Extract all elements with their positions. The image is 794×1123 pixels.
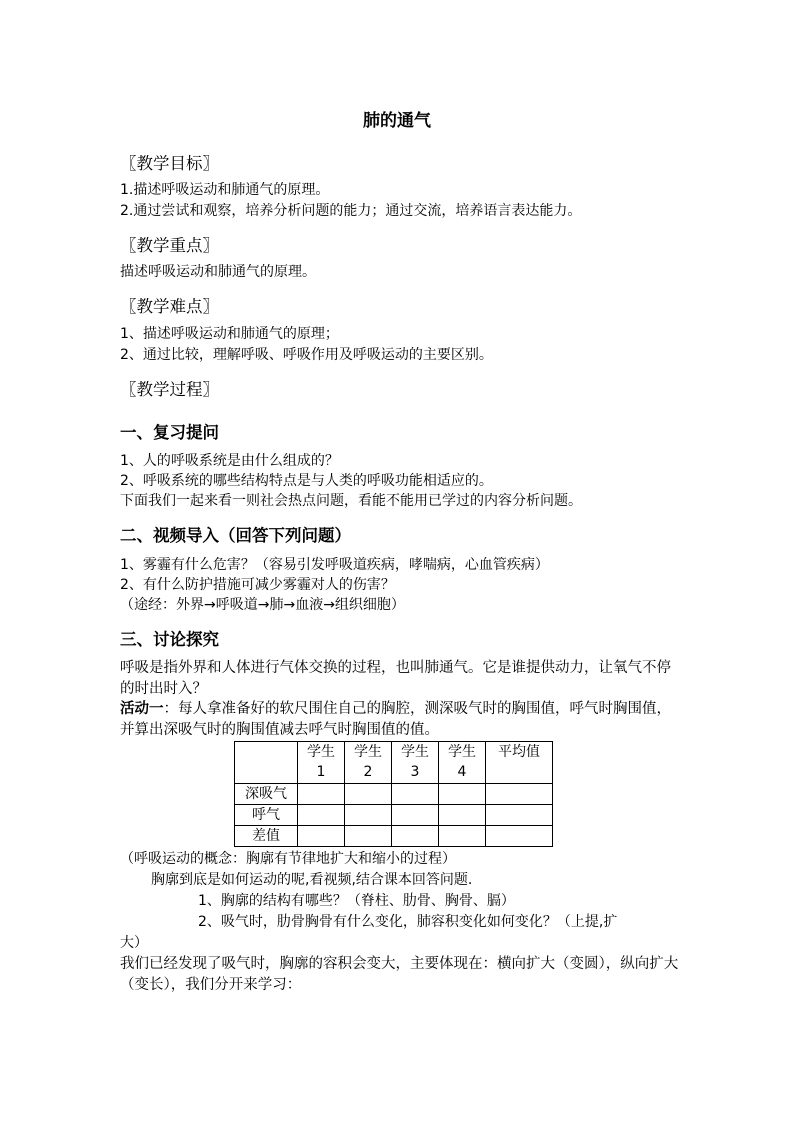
goals-heading: 〖教学目标〗: [120, 154, 219, 173]
table-cell: [392, 826, 439, 847]
conclusion-paragraph: 我们已经发现了吸气时，胸廓的容积会变大，主要体现在：横向扩大（变圆），纵向扩大（变长），我们分开来学习：: [120, 956, 679, 993]
table-row-label: 差值: [235, 826, 298, 847]
table-cell: [298, 784, 345, 805]
table-header-cell: [235, 742, 298, 784]
table-header-cell: 学生 3: [392, 742, 439, 784]
table-cell: [439, 826, 486, 847]
table-row-label: 深吸气: [235, 784, 298, 805]
activity-paragraph: [120, 699, 680, 741]
part2-heading: 二、视频导入（回答下列问题）: [120, 526, 351, 545]
table-cell: [345, 805, 392, 826]
process-heading: 〖教学过程〗: [120, 380, 219, 399]
part1-line-1: 1、人的呼吸系统是由什么组成的？: [120, 453, 339, 469]
table-cell: [345, 826, 392, 847]
table-header-cell: 学生 4: [439, 742, 486, 784]
table-row: [235, 805, 553, 826]
concept-line: （呼吸运动的概念：胸廓有节律地扩大和缩小的过程）: [120, 851, 456, 867]
table-header-cell: 学生 2: [345, 742, 392, 784]
question-2-part-a: 2、吸气时，肋骨胸骨有什么变化，肺容积变化如何变化？（上提,扩: [198, 914, 618, 930]
part2-line-3: （途经：外界→呼吸道→肺→血液→组织细胞）: [120, 597, 405, 613]
table-cell: [392, 805, 439, 826]
question-2-part-b: 大）: [120, 935, 148, 951]
difficulties-line-1: 1、描述呼吸运动和肺通气的原理；: [120, 326, 339, 342]
table-row-label: 呼气: [235, 805, 298, 826]
question-1: 1、胸廓的结构有哪些？（脊柱、肋骨、胸骨、膈）: [198, 893, 515, 909]
activity-text: ：每人拿准备好的软尺围住自己的胸腔，测深吸气时的胸围值，呼气时胸围值，并算出深吸气时的胸围值减去呼气时胸围值的值。: [120, 701, 671, 738]
part3-intro: 呼吸是指外界和人体进行气体交换的过程，也叫肺通气。它是谁提供动力，让氧气不停的时出时入？: [120, 660, 671, 697]
table-row: [235, 784, 553, 805]
table-cell: [439, 805, 486, 826]
part1-line-3: 下面我们一起来看一则社会热点问题，看能不能用已学过的内容分析问题。: [120, 493, 582, 509]
table-cell: [439, 784, 486, 805]
video-line: 胸廓到底是如何运动的呢,看视频,结合课本回答问题.: [151, 872, 473, 888]
table-header-cell: 平均值: [486, 742, 553, 784]
activity-label: 活动一: [120, 701, 164, 717]
part1-heading: 一、复习提问: [120, 423, 219, 442]
table-cell: [486, 826, 553, 847]
goals-line-1: 1.描述呼吸运动和肺通气的原理。: [120, 182, 330, 198]
key-points-heading: 〖教学重点〗: [120, 236, 219, 255]
table-header-cell: 学生 1: [298, 742, 345, 784]
difficulties-heading: 〖教学难点〗: [120, 297, 219, 316]
table-row: [235, 826, 553, 847]
key-points-line-1: 描述呼吸运动和肺通气的原理。: [120, 264, 316, 280]
part3-heading: 三、讨论探究: [120, 630, 219, 649]
table-cell: [392, 784, 439, 805]
part2-line-1: 1、雾霾有什么危害？（容易引发呼吸道疾病，哮喘病，心血管疾病）: [120, 557, 549, 573]
table-cell: [486, 805, 553, 826]
table-cell: [298, 805, 345, 826]
table-cell: [486, 784, 553, 805]
table-header-row: [235, 742, 553, 784]
page-title: 肺的通气: [363, 111, 431, 131]
table-cell: [298, 826, 345, 847]
part2-line-2: 2、有什么防护措施可减少雾霾对人的伤害？: [120, 577, 395, 593]
table-cell: [345, 784, 392, 805]
measurement-table: [234, 741, 553, 847]
goals-line-2: 2.通过尝试和观察，培养分析问题的能力；通过交流，培养语言表达能力。: [120, 203, 582, 219]
difficulties-line-2: 2、通过比较，理解呼吸、呼吸作用及呼吸运动的主要区别。: [120, 347, 493, 363]
part1-line-2: 2、呼吸系统的哪些结构特点是与人类的呼吸功能相适应的。: [120, 473, 493, 489]
